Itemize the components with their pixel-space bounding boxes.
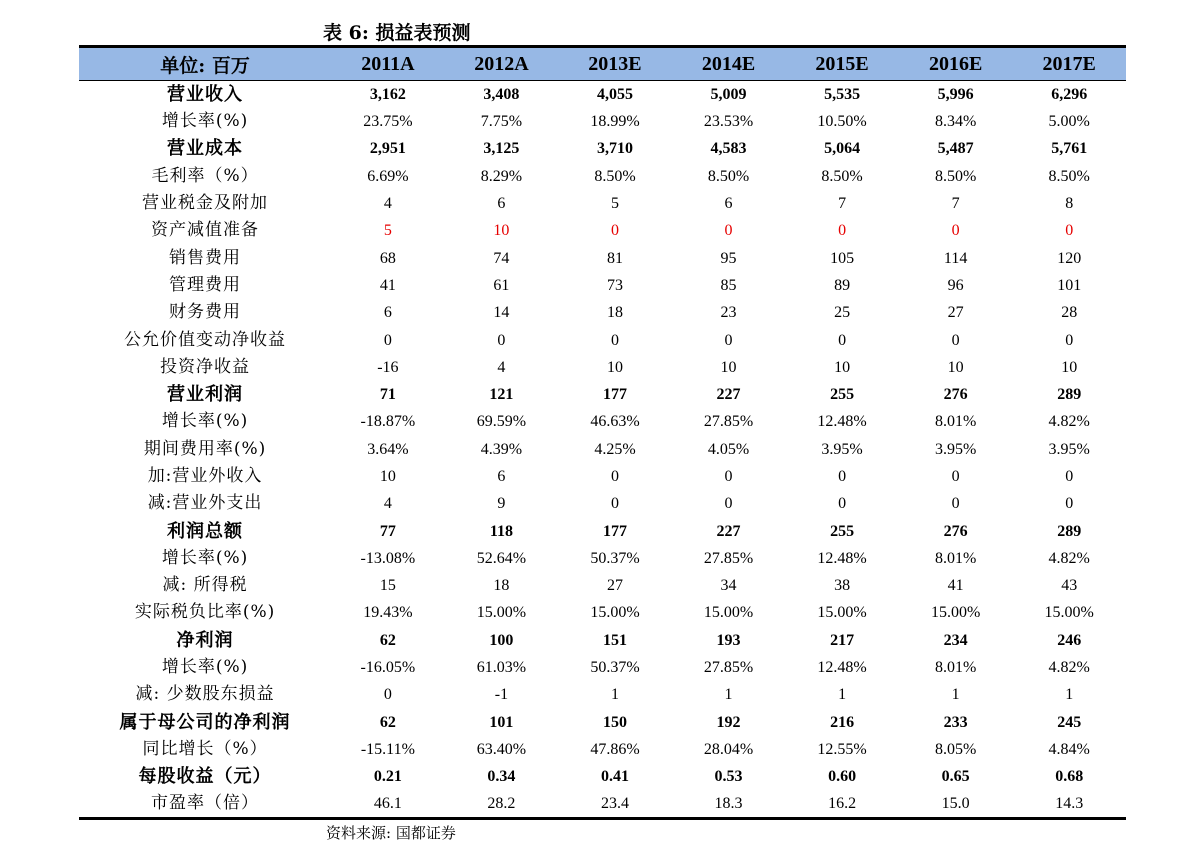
table-cell: 8.50% — [934, 167, 977, 185]
table-cell: 192 — [716, 713, 741, 731]
table-cell: 0 — [951, 331, 960, 349]
table-cell: 8.50% — [1048, 167, 1090, 185]
table-row — [79, 545, 1126, 572]
table-cell: 6 — [497, 195, 506, 213]
row-label: 每股收益（元） — [138, 766, 272, 788]
table-row — [79, 463, 1126, 490]
table-cell: 18.3 — [672, 790, 786, 819]
table-cell: 3.95% — [934, 440, 977, 458]
table-cell: 0 — [1065, 495, 1074, 513]
table-cell: 4,055 — [596, 86, 633, 103]
row-label: 同比增长（%） — [142, 738, 268, 759]
table-cell: 8.34% — [934, 113, 977, 131]
table-cell: 118 — [489, 522, 513, 540]
row-label: 管理费用 — [169, 274, 242, 295]
table-cell: 121 — [489, 386, 514, 404]
table-cell: 81 — [606, 249, 623, 267]
table-cell: 120 — [1057, 249, 1082, 267]
row-label: 净利润 — [176, 629, 234, 651]
table-cell: 12.55% — [817, 740, 867, 758]
table-cell: 0 — [1065, 222, 1074, 240]
table-cell: 7.75% — [480, 113, 523, 131]
table-cell: 4.82% — [1048, 659, 1090, 677]
table-cell: -16.05% — [360, 659, 416, 677]
table-cell: 8.05% — [934, 740, 977, 758]
table-cell: 0 — [838, 331, 847, 349]
table-cell: 1 — [1065, 686, 1074, 704]
table-cell: 0 — [383, 331, 392, 349]
table-cell: 0 — [724, 331, 733, 349]
table-cell: 15.00% — [1044, 604, 1094, 622]
table-row — [79, 108, 1126, 135]
table-cell: 52.64% — [476, 549, 527, 567]
table-row — [79, 517, 1126, 544]
table-cell: 15.00% — [817, 604, 867, 622]
table-cell: 0 — [497, 331, 506, 349]
table-cell: 0.60 — [828, 768, 857, 786]
table-cell: 0 — [1065, 468, 1074, 485]
table-cell: 71 — [379, 386, 396, 404]
table-cell: 4.82% — [1048, 413, 1090, 431]
row-label: 增长率(%) — [161, 657, 249, 678]
table-cell: 151 — [602, 631, 627, 649]
table-cell: -15.11% — [360, 740, 415, 758]
table-cell: 9 — [497, 495, 506, 513]
table-cell: 74 — [493, 249, 510, 267]
table-row — [79, 709, 1126, 736]
row-label: 营业利润 — [167, 384, 244, 406]
table-cell: 217 — [830, 631, 855, 649]
table-row — [79, 790, 1126, 819]
table-cell: 41 — [379, 276, 396, 294]
row-label: 利润总额 — [167, 520, 244, 542]
row-label: 期间费用率(%) — [143, 438, 267, 459]
table-cell: 0 — [610, 222, 619, 240]
table-cell: 34 — [720, 577, 737, 595]
table-cell: 27 — [606, 577, 623, 595]
table-cell: 114 — [943, 249, 968, 267]
year-header: 2014E — [672, 47, 786, 81]
table-cell: 0 — [838, 468, 847, 485]
table-cell: 255 — [830, 386, 855, 404]
table-cell: 16.2 — [785, 790, 899, 819]
table-cell: 3,125 — [483, 140, 520, 158]
table-cell: 7 — [951, 195, 960, 213]
table-row — [79, 681, 1126, 708]
table-cell: 0 — [951, 468, 960, 485]
table-row — [79, 654, 1126, 681]
table-cell: 6 — [497, 468, 506, 485]
table-cell: 8.01% — [934, 549, 977, 567]
table-cell: 47.86% — [590, 740, 640, 758]
income-statement-table — [79, 45, 1126, 820]
table-cell: 177 — [602, 522, 627, 540]
table-cell: 10 — [720, 358, 737, 376]
year-header: 2017E — [1012, 47, 1126, 81]
row-label: 减: 少数股东损益 — [135, 684, 275, 705]
table-cell: 3,162 — [369, 86, 406, 103]
unit-label: 单位: 百万 — [79, 47, 331, 81]
table-cell: 0.68 — [1055, 768, 1084, 786]
row-label: 实际税负比率(%) — [134, 602, 276, 623]
table-cell: 227 — [716, 522, 741, 540]
table-cell: 14.3 — [1012, 790, 1126, 819]
source-note: 资料来源: 国都证券 — [326, 824, 456, 842]
table-row — [79, 736, 1126, 763]
table-row — [79, 272, 1126, 299]
table-cell: 5.00% — [1048, 113, 1090, 131]
table-cell: 19.43% — [363, 604, 413, 622]
table-cell: 276 — [943, 522, 968, 540]
table-cell: -16 — [377, 358, 399, 376]
table-cell: 28 — [1061, 304, 1078, 322]
table-cell: 28.2 — [445, 790, 559, 819]
table-row — [79, 244, 1126, 271]
year-header: 2015E — [785, 47, 899, 81]
table-cell: 10 — [834, 358, 851, 376]
table-cell: 27 — [947, 304, 964, 322]
table-cell: 4,583 — [710, 140, 747, 158]
table-cell: 15.00% — [703, 604, 754, 622]
table-cell: 38 — [834, 577, 851, 595]
table-cell: 101 — [1057, 276, 1082, 294]
table-cell: 63.40% — [476, 740, 527, 758]
table-cell: 4.39% — [480, 440, 523, 458]
table-cell: 15.00% — [476, 604, 527, 622]
table-row — [79, 763, 1126, 790]
table-cell: 8.50% — [594, 167, 636, 185]
row-label: 增长率(%) — [161, 411, 249, 432]
table-row — [79, 572, 1126, 599]
table-cell: 7 — [838, 195, 847, 213]
table-cell: 8.50% — [707, 167, 750, 185]
table-cell: 85 — [720, 276, 737, 294]
table-cell: 5,996 — [937, 86, 974, 103]
table-cell: 12.48% — [817, 659, 867, 677]
table-cell: 150 — [602, 713, 627, 731]
table-cell: 89 — [834, 276, 851, 294]
row-label: 属于母公司的净利润 — [119, 711, 291, 733]
table-cell: -18.87% — [360, 413, 416, 431]
row-label: 增长率(%) — [161, 547, 249, 568]
table-cell: 62 — [379, 713, 396, 731]
table-cell: -1 — [494, 686, 509, 704]
table-cell: 0 — [610, 495, 619, 513]
table-row — [79, 135, 1126, 162]
year-header: 2012A — [445, 47, 559, 81]
table-cell: 0 — [724, 222, 733, 240]
table-row — [79, 354, 1126, 381]
table-row — [79, 190, 1126, 217]
table-row — [79, 599, 1126, 626]
row-label: 营业税金及附加 — [142, 193, 269, 214]
table-cell: 10 — [493, 222, 510, 240]
table-cell: 216 — [830, 713, 855, 731]
table-cell: 15.0 — [899, 790, 1013, 819]
table-cell: 27.85% — [703, 659, 754, 677]
table-cell: 3.95% — [821, 440, 863, 458]
table-cell: 4 — [497, 358, 506, 376]
table-cell: 3.95% — [1048, 440, 1090, 458]
table-cell: 27.85% — [703, 549, 754, 567]
table-cell: 245 — [1057, 713, 1082, 731]
table-cell: 6 — [383, 304, 392, 322]
table-cell: 69.59% — [476, 413, 527, 431]
table-cell: 50.37% — [590, 659, 640, 677]
table-cell: 15 — [379, 577, 396, 595]
row-label: 营业成本 — [167, 138, 244, 160]
table-cell: 28.04% — [703, 740, 754, 758]
table-cell: 8.01% — [934, 659, 977, 677]
table-cell: 15.00% — [590, 604, 640, 622]
row-label: 减: 所得税 — [162, 575, 248, 596]
row-label: 资产减值准备 — [151, 220, 260, 241]
table-cell: 18.99% — [590, 113, 640, 131]
table-cell: 10 — [947, 358, 964, 376]
table-row — [79, 299, 1126, 326]
table-cell: 289 — [1057, 522, 1082, 540]
table-row — [79, 436, 1126, 463]
table-cell: 5,009 — [710, 86, 747, 103]
table-row — [79, 81, 1126, 109]
row-label: 市盈率（倍） — [79, 790, 331, 819]
table-cell: 96 — [947, 276, 964, 294]
table-cell: 0.21 — [373, 768, 402, 786]
table-cell: 41 — [947, 577, 964, 595]
table-cell: 4.25% — [594, 440, 636, 458]
table-cell: 0 — [838, 495, 847, 513]
row-label: 加:营业外收入 — [147, 466, 263, 486]
table-cell: 50.37% — [590, 549, 640, 567]
table-row — [79, 490, 1126, 517]
table-cell: 8.29% — [480, 167, 523, 185]
table-row — [79, 627, 1126, 654]
table-row — [79, 217, 1126, 244]
table-cell: 0.65 — [941, 768, 970, 786]
table-cell: 4 — [383, 495, 392, 513]
table-cell: -13.08% — [360, 549, 416, 567]
table-cell: 15.00% — [930, 604, 981, 622]
table-cell: 0.53 — [714, 768, 743, 786]
table-cell: 1 — [724, 686, 733, 704]
table-cell: 0 — [383, 686, 392, 704]
table-cell: 1 — [610, 686, 619, 704]
year-header: 2016E — [899, 47, 1013, 81]
table-cell: 6,296 — [1051, 86, 1088, 103]
table-cell: 5,064 — [824, 140, 861, 158]
table-cell: 10 — [1061, 358, 1078, 376]
table-cell: 6.69% — [367, 167, 409, 185]
table-cell: 193 — [716, 631, 741, 649]
table-cell: 1 — [838, 686, 847, 704]
table-cell: 12.48% — [817, 549, 867, 567]
table-cell: 177 — [602, 386, 627, 404]
table-cell: 0 — [610, 468, 619, 485]
table-row — [79, 381, 1126, 408]
row-label: 销售费用 — [169, 247, 242, 268]
table-body — [79, 81, 1126, 819]
table-cell: 62 — [379, 631, 396, 649]
table-cell: 23 — [720, 304, 737, 322]
table-cell: 10 — [379, 468, 396, 485]
table-cell: 0.41 — [600, 768, 629, 786]
table-cell: 23.53% — [703, 113, 754, 131]
table-cell: 4.82% — [1048, 549, 1090, 567]
table-cell: 4 — [383, 195, 392, 213]
table-cell: 105 — [830, 249, 855, 267]
table-cell: 25 — [834, 304, 851, 322]
row-label: 公允价值变动净收益 — [124, 329, 287, 350]
row-label: 毛利率（%） — [151, 165, 259, 186]
table-cell: 95 — [720, 249, 737, 267]
table-cell: 5 — [610, 195, 619, 213]
table-cell: 0 — [1065, 331, 1074, 349]
table-cell: 8 — [1065, 195, 1074, 213]
table-cell: 1 — [951, 686, 960, 704]
table-row — [79, 163, 1126, 190]
table-row — [79, 408, 1126, 435]
table-cell: 0 — [951, 222, 960, 240]
income-statement-table-container — [79, 45, 1126, 820]
table-cell: 14 — [493, 304, 510, 322]
table-cell: 101 — [489, 713, 514, 731]
table-cell: 3,408 — [483, 86, 520, 103]
row-label: 增长率(%) — [161, 111, 249, 132]
table-cell: 23.4 — [558, 790, 672, 819]
table-cell: 246 — [1057, 631, 1082, 649]
table-cell: 73 — [606, 276, 623, 294]
table-cell: 0 — [724, 495, 733, 513]
table-cell: 5 — [383, 222, 392, 240]
table-cell: 8.50% — [821, 167, 863, 185]
table-cell: 2,951 — [369, 140, 406, 158]
table-cell: 4.05% — [707, 440, 750, 458]
table-header-row — [79, 47, 1126, 81]
table-cell: 227 — [716, 386, 741, 404]
table-cell: 46.63% — [590, 413, 640, 431]
table-cell: 0 — [838, 222, 847, 240]
table-cell: 3,710 — [596, 140, 633, 158]
table-cell: 4.84% — [1048, 740, 1090, 758]
table-cell: 43 — [1061, 577, 1078, 595]
table-cell: 12.48% — [817, 413, 867, 431]
table-cell: 46.1 — [331, 790, 445, 819]
row-label: 营业收入 — [167, 84, 244, 105]
table-cell: 6 — [724, 195, 733, 213]
table-cell: 77 — [379, 522, 396, 540]
table-cell: 18 — [606, 304, 623, 322]
table-cell: 0 — [610, 331, 619, 349]
table-title: 表 6: 损益表预测 — [323, 22, 471, 44]
table-cell: 5,487 — [937, 140, 974, 158]
table-cell: 0.34 — [487, 768, 516, 786]
row-label: 投资净收益 — [160, 356, 251, 377]
table-cell: 234 — [943, 631, 968, 649]
table-cell: 5,535 — [824, 86, 861, 103]
table-cell: 0 — [951, 495, 960, 513]
table-cell: 68 — [379, 249, 396, 267]
table-cell: 3.64% — [367, 440, 409, 458]
table-cell: 5,761 — [1051, 140, 1088, 158]
table-cell: 27.85% — [703, 413, 754, 431]
table-cell: 0 — [724, 468, 733, 485]
table-cell: 23.75% — [363, 113, 413, 131]
row-label: 财务费用 — [169, 302, 242, 323]
table-cell: 18 — [493, 577, 510, 595]
table-cell: 61 — [493, 276, 510, 294]
table-cell: 276 — [943, 386, 968, 404]
table-cell: 289 — [1057, 386, 1082, 404]
table-cell: 100 — [489, 631, 514, 649]
table-cell: 61.03% — [476, 659, 527, 677]
year-header: 2013E — [558, 47, 672, 81]
row-label: 减:营业外支出 — [147, 493, 263, 514]
year-header: 2011A — [331, 47, 445, 81]
table-cell: 10.50% — [817, 113, 867, 131]
table-cell: 233 — [943, 713, 968, 731]
table-cell: 255 — [830, 522, 855, 540]
table-cell: 10 — [606, 358, 623, 376]
table-row — [79, 326, 1126, 353]
table-cell: 8.01% — [934, 413, 977, 431]
